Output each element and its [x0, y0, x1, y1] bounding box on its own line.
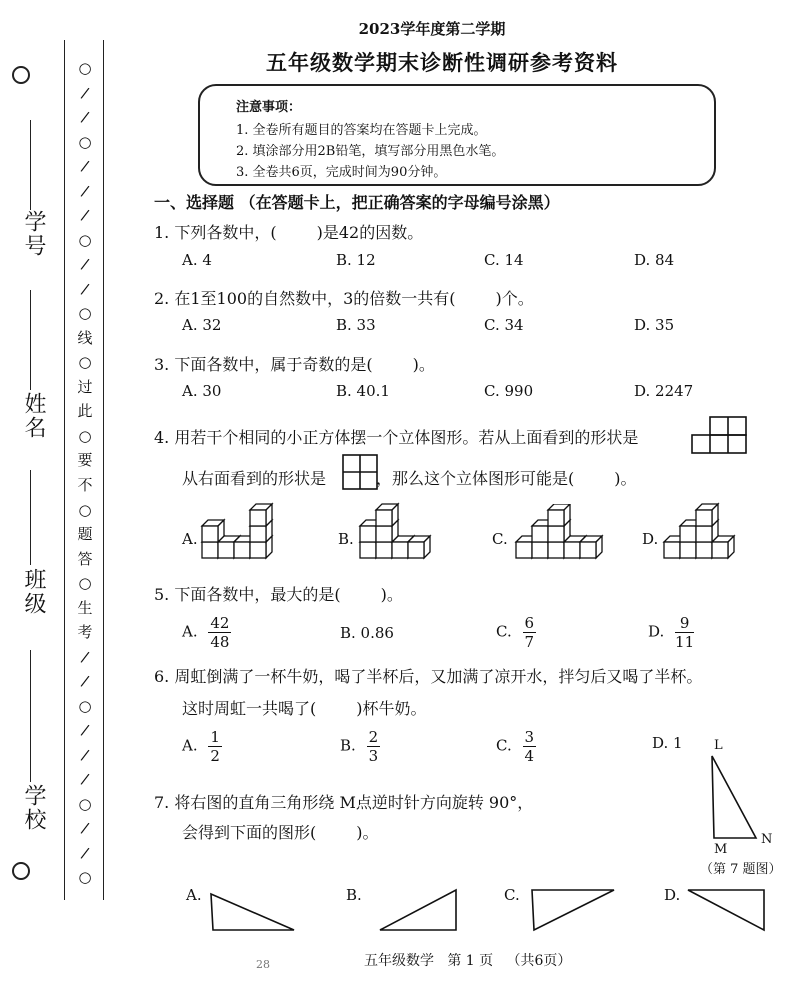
- binding-line-left: [64, 40, 65, 900]
- question-6-text-a: 这时周虹一共喝了(: [182, 699, 317, 718]
- vertex-label-n: N: [761, 832, 773, 847]
- fraction-numerator: 6: [524, 614, 535, 632]
- notice-item-2: 2. 填涂部分用2B铅笔，填写部分用黑色水笔。: [236, 144, 505, 159]
- question-4-text-a: 从右面看到的形状是: [182, 469, 327, 488]
- q5-option-a-letter: A.: [182, 622, 198, 641]
- question-3: [154, 352, 435, 375]
- q7-option-c-triangle: [528, 886, 618, 934]
- fraction-numerator: 2: [368, 728, 379, 746]
- q7-reference-triangle: [700, 742, 786, 852]
- fraction-denominator: 2: [210, 747, 220, 765]
- right-view-figure: [342, 454, 378, 490]
- seal-mark: ○: [78, 59, 92, 77]
- seal-mark: 过: [77, 377, 93, 396]
- year-term: 2023学年度第二学期: [358, 20, 506, 38]
- seal-mark: /: [79, 745, 91, 765]
- question-2-text-b: )个。: [495, 289, 534, 308]
- name-label: 姓名: [21, 392, 46, 440]
- fraction-numerator: 42: [210, 614, 230, 632]
- cube: [580, 536, 602, 558]
- seal-mark: /: [79, 279, 91, 299]
- q5-option-c-letter: C.: [496, 622, 512, 641]
- seal-mark: /: [79, 770, 91, 789]
- class-label: 班级: [21, 568, 46, 616]
- question-5-text-b: )。: [380, 585, 403, 604]
- cube: [250, 504, 272, 526]
- q7-option-d-triangle: [684, 886, 770, 934]
- q5-option-b[interactable]: B. 0.86: [340, 624, 394, 642]
- seal-mark: ○: [78, 304, 92, 323]
- q5-option-d[interactable]: [648, 614, 694, 651]
- q2-option-b[interactable]: B. 33: [336, 316, 376, 334]
- notice-item-1: 1. 全卷所有题目的答案均在答题卡上完成。: [236, 123, 487, 138]
- question-7-text-b: )。: [356, 823, 379, 842]
- q6-option-b[interactable]: [340, 728, 380, 765]
- page-footer: 五年级数学 第 1 页 （共6页）: [364, 953, 572, 969]
- seal-mark: ○: [78, 574, 92, 593]
- q6-option-d[interactable]: D. 1: [652, 734, 683, 752]
- top-view-figure: [690, 416, 748, 454]
- question-5-text-a: 5. 下面各数中，最大的是(: [154, 585, 341, 604]
- question-2: [154, 286, 534, 309]
- q1-option-d[interactable]: D. 84: [634, 251, 675, 269]
- q5-option-d-letter: D.: [648, 622, 665, 641]
- q7-option-a[interactable]: A.: [186, 886, 202, 904]
- fraction-numerator: 3: [524, 728, 535, 746]
- q3-option-c[interactable]: C. 990: [484, 382, 534, 400]
- cube: [696, 504, 718, 526]
- seal-mark: /: [79, 205, 91, 225]
- fraction-9-11: [675, 614, 694, 651]
- fraction-42-48: [208, 614, 231, 651]
- q7-option-c[interactable]: C.: [504, 886, 520, 904]
- q6-option-b-letter: B.: [340, 736, 356, 755]
- seal-mark: ○: [78, 230, 92, 249]
- q7-option-a-triangle: [208, 890, 298, 934]
- notice-heading: 注意事项：: [236, 100, 302, 115]
- question-6-line-2: [182, 696, 427, 719]
- question-4-line-2: [182, 466, 637, 489]
- seal-mark: ○: [78, 500, 92, 519]
- q7-figure-caption: （第 7 题图）: [700, 862, 782, 877]
- fraction-denominator: 4: [524, 747, 535, 765]
- seal-mark: /: [79, 843, 91, 863]
- seal-mark: 考: [77, 623, 93, 642]
- q7-option-b-triangle: [376, 886, 460, 934]
- seal-mark: ○: [78, 696, 92, 715]
- question-3-text-a: 3. 下面各数中，属于奇数的是(: [154, 355, 373, 374]
- q6-option-a-letter: A.: [182, 736, 198, 755]
- cube-figure-b: [356, 496, 432, 560]
- fraction-denominator: 11: [675, 633, 695, 651]
- q6-option-c[interactable]: [496, 728, 536, 765]
- seal-mark: 线: [77, 328, 93, 347]
- binding-line-right: [103, 40, 104, 900]
- fraction-denominator: 3: [368, 747, 379, 765]
- seal-mark: /: [79, 107, 91, 127]
- cube: [408, 536, 430, 558]
- question-3-text-b: )。: [412, 355, 435, 374]
- corner-mark: 28: [256, 958, 270, 971]
- fraction-6-7: [523, 614, 537, 651]
- cube: [376, 504, 398, 526]
- fraction-numerator: 1: [210, 728, 220, 746]
- fraction-3-4: [523, 728, 537, 765]
- q4-option-d[interactable]: D.: [642, 530, 659, 548]
- seal-mark: 要: [77, 451, 93, 470]
- question-7-line-1: 7. 将右图的直角三角形绕 M点逆时针方向旋转 90°，: [154, 793, 534, 812]
- q2-option-c[interactable]: C. 34: [484, 316, 524, 334]
- q6-option-a[interactable]: [182, 728, 222, 765]
- q2-option-a[interactable]: A. 32: [182, 316, 222, 334]
- question-4-text-b: ，那么这个立体图形可能是(: [376, 469, 575, 488]
- punch-hole-bottom: [12, 862, 30, 880]
- question-4-line-1: 4. 用若干个相同的小正方体摆一个立体图形。若从上面看到的形状是: [154, 428, 639, 447]
- fraction-denominator: 48: [210, 633, 230, 651]
- question-1-text-a: 1. 下列各数中，(: [154, 223, 277, 242]
- fraction-1-2: [208, 728, 222, 765]
- seal-mark: 题: [77, 525, 93, 544]
- q4-option-b[interactable]: B.: [338, 530, 354, 548]
- fraction-denominator: 7: [524, 633, 535, 651]
- cube: [548, 504, 570, 526]
- seal-mark: ○: [78, 132, 92, 151]
- seal-mark: ○: [78, 868, 92, 887]
- question-7-line-2: [182, 820, 379, 843]
- school-blank: [30, 650, 31, 782]
- fraction-numerator: 9: [675, 614, 694, 633]
- q3-option-a[interactable]: A. 30: [182, 382, 222, 400]
- seal-mark: /: [79, 819, 91, 838]
- q7-option-b[interactable]: B.: [346, 886, 362, 904]
- seal-mark: 不: [77, 476, 93, 494]
- seal-mark: ○: [78, 426, 92, 445]
- q5-option-c[interactable]: [496, 614, 536, 651]
- q6-option-c-letter: C.: [496, 736, 512, 755]
- seal-mark: /: [79, 181, 91, 200]
- question-1-text-b: )是42的因数。: [316, 223, 424, 242]
- q5-option-a[interactable]: [182, 614, 231, 651]
- q1-option-b[interactable]: B. 12: [336, 251, 376, 269]
- cube-figure-a: [198, 490, 274, 560]
- question-4-text-c: )。: [614, 469, 637, 488]
- section-title: 一、选择题 （在答题卡上，把正确答案的字母编号涂黑）: [154, 193, 560, 212]
- page-title: 五年级数学期末诊断性调研参考资料: [266, 50, 618, 75]
- q4-option-a[interactable]: A.: [182, 530, 198, 548]
- question-7-text-a: 会得到下面的图形(: [182, 823, 317, 842]
- cube-figure-d: [660, 496, 736, 560]
- q2-option-d[interactable]: D. 35: [634, 316, 675, 334]
- question-2-text-a: 2. 在1至100的自然数中，3的倍数一共有(: [154, 289, 456, 308]
- q7-option-d[interactable]: D.: [664, 886, 681, 904]
- vertex-label-l: L: [714, 738, 723, 753]
- question-6-text-b: )杯牛奶。: [356, 699, 427, 718]
- seal-mark: /: [79, 156, 91, 176]
- notice-box: [198, 84, 716, 186]
- school-label: 学校: [21, 784, 46, 832]
- seal-mark: ○: [78, 794, 92, 813]
- q3-option-d[interactable]: D. 2247: [634, 382, 694, 400]
- fraction-2-3: [367, 728, 381, 765]
- seal-mark: 此: [77, 402, 93, 421]
- notice-item-3: 3. 全卷共6页，完成时间为90分钟。: [236, 165, 447, 180]
- seal-mark: /: [79, 647, 91, 667]
- student-id-label: 学号: [21, 210, 46, 258]
- seal-mark: /: [79, 83, 91, 102]
- seal-mark: /: [79, 254, 91, 274]
- cube-figure-c: [512, 504, 608, 560]
- seal-line-column: [72, 56, 98, 890]
- name-blank: [30, 290, 31, 390]
- question-5: [154, 582, 403, 605]
- vertex-label-m: M: [714, 842, 728, 857]
- question-6-line-1: 6. 周虹倒满了一杯牛奶，喝了半杯后，又加满了凉开水，拌匀后又喝了半杯。: [154, 667, 703, 686]
- cube: [202, 520, 224, 542]
- seal-mark: /: [79, 671, 91, 691]
- q1-option-c[interactable]: C. 14: [484, 251, 524, 269]
- seal-mark: 答: [77, 549, 93, 568]
- seal-mark: /: [79, 720, 91, 740]
- question-1: [154, 220, 423, 243]
- q1-option-a[interactable]: A. 4: [182, 251, 212, 269]
- class-blank: [30, 470, 31, 565]
- q3-option-b[interactable]: B. 40.1: [336, 382, 390, 400]
- seal-mark: 生: [77, 598, 93, 617]
- q4-option-c[interactable]: C.: [492, 530, 508, 548]
- student-id-blank: [30, 120, 31, 210]
- seal-mark: ○: [78, 353, 92, 372]
